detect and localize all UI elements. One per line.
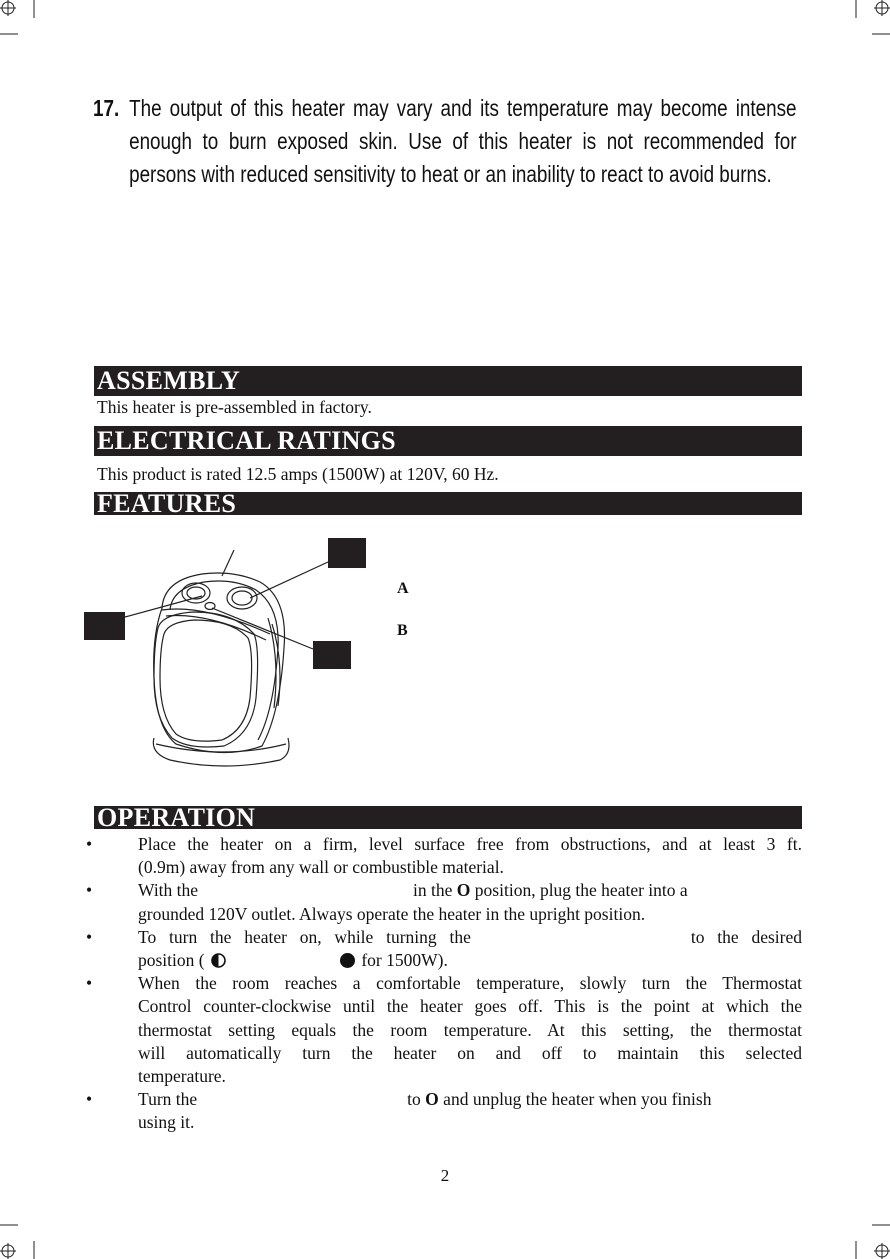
operation-list: [86, 833, 802, 1135]
feature-label-b: B: [397, 622, 408, 639]
op-5-o: O: [425, 1089, 439, 1110]
op-3-line-2: [138, 949, 802, 972]
op-4-line-2: Control counter-clockwise until the heater goes off. This is the point at which the: [138, 996, 802, 1017]
page-number: 2: [440, 1166, 450, 1185]
operation-heading: OPERATION: [94, 806, 802, 829]
op-4-line-5: temperature.: [138, 1066, 226, 1087]
list-item: [86, 833, 802, 879]
list-item: [86, 1088, 802, 1134]
assembly-heading: ASSEMBLY: [94, 366, 802, 396]
op-3-pos-open: position (: [138, 950, 205, 971]
op-2-line-1: [138, 879, 802, 902]
op-2-o: O: [456, 880, 471, 901]
warning-item-17: [93, 92, 797, 191]
op-4-line-4: will automatically turn the heater on and off to maintain this selected: [138, 1042, 802, 1063]
ratings-text: This product is rated 12.5 amps (1500W) at 120V, 60 Hz.: [97, 464, 499, 484]
op-5-post: and unplug the heater when you finish: [443, 1089, 712, 1110]
warning-text: The output of this heater may vary and its temperature may become intense enough to burn exposed skin. Use of this heater is not recommended for persons with reduced sensitivity to heat or an inability to react to avoid burns.: [129, 95, 797, 187]
warning-number: 17.: [93, 95, 120, 121]
bullet: •: [86, 926, 93, 947]
op-5-pre: Turn the: [138, 1089, 198, 1110]
list-item: [86, 972, 802, 1088]
feature-label-a: A: [397, 580, 409, 597]
op-5-to: to: [407, 1089, 421, 1110]
heater-illustration: [84, 538, 384, 778]
op-5-line-2: using it.: [138, 1112, 195, 1133]
bullet: •: [86, 1089, 93, 1110]
op-1-line-1: Place the heater on a firm, level surface free from obstructions, and at least 3 ft.: [138, 834, 802, 854]
op-3-pre: To turn the heater on, while turning the: [138, 926, 471, 947]
bullet: •: [86, 834, 93, 854]
assembly-text: This heater is pre-assembled in factory.: [97, 397, 372, 417]
op-2-line-2: grounded 120V outlet. Always operate the heater in the upright position.: [138, 903, 646, 924]
list-item: [86, 926, 802, 972]
op-2-mid: in the: [413, 880, 453, 901]
op-4-line-1: When the room reaches a comfortable temperature, slowly turn the Thermostat: [138, 973, 802, 994]
bullet: •: [86, 880, 93, 901]
op-3-post: to the desired: [690, 926, 802, 947]
features-heading: FEATURES: [94, 492, 802, 515]
op-2-post: position, plug the heater into a: [474, 880, 688, 901]
op-2-pre: With the: [138, 880, 199, 901]
full-circle-icon: [340, 953, 355, 968]
half-circle-icon: [211, 951, 226, 966]
bullet: •: [86, 973, 93, 994]
op-1-line-2: (0.9m) away from any wall or combustible material.: [138, 857, 504, 878]
list-item: [86, 879, 802, 925]
op-4-line-3: thermostat setting equals the room temperature. At this setting, the thermostat: [138, 1019, 802, 1040]
op-5-line-1: [138, 1088, 802, 1111]
op-3-pos-close: for 1500W).: [361, 950, 448, 971]
op-3-line-1: [138, 926, 802, 949]
ratings-heading: ELECTRICAL RATINGS: [94, 426, 802, 456]
